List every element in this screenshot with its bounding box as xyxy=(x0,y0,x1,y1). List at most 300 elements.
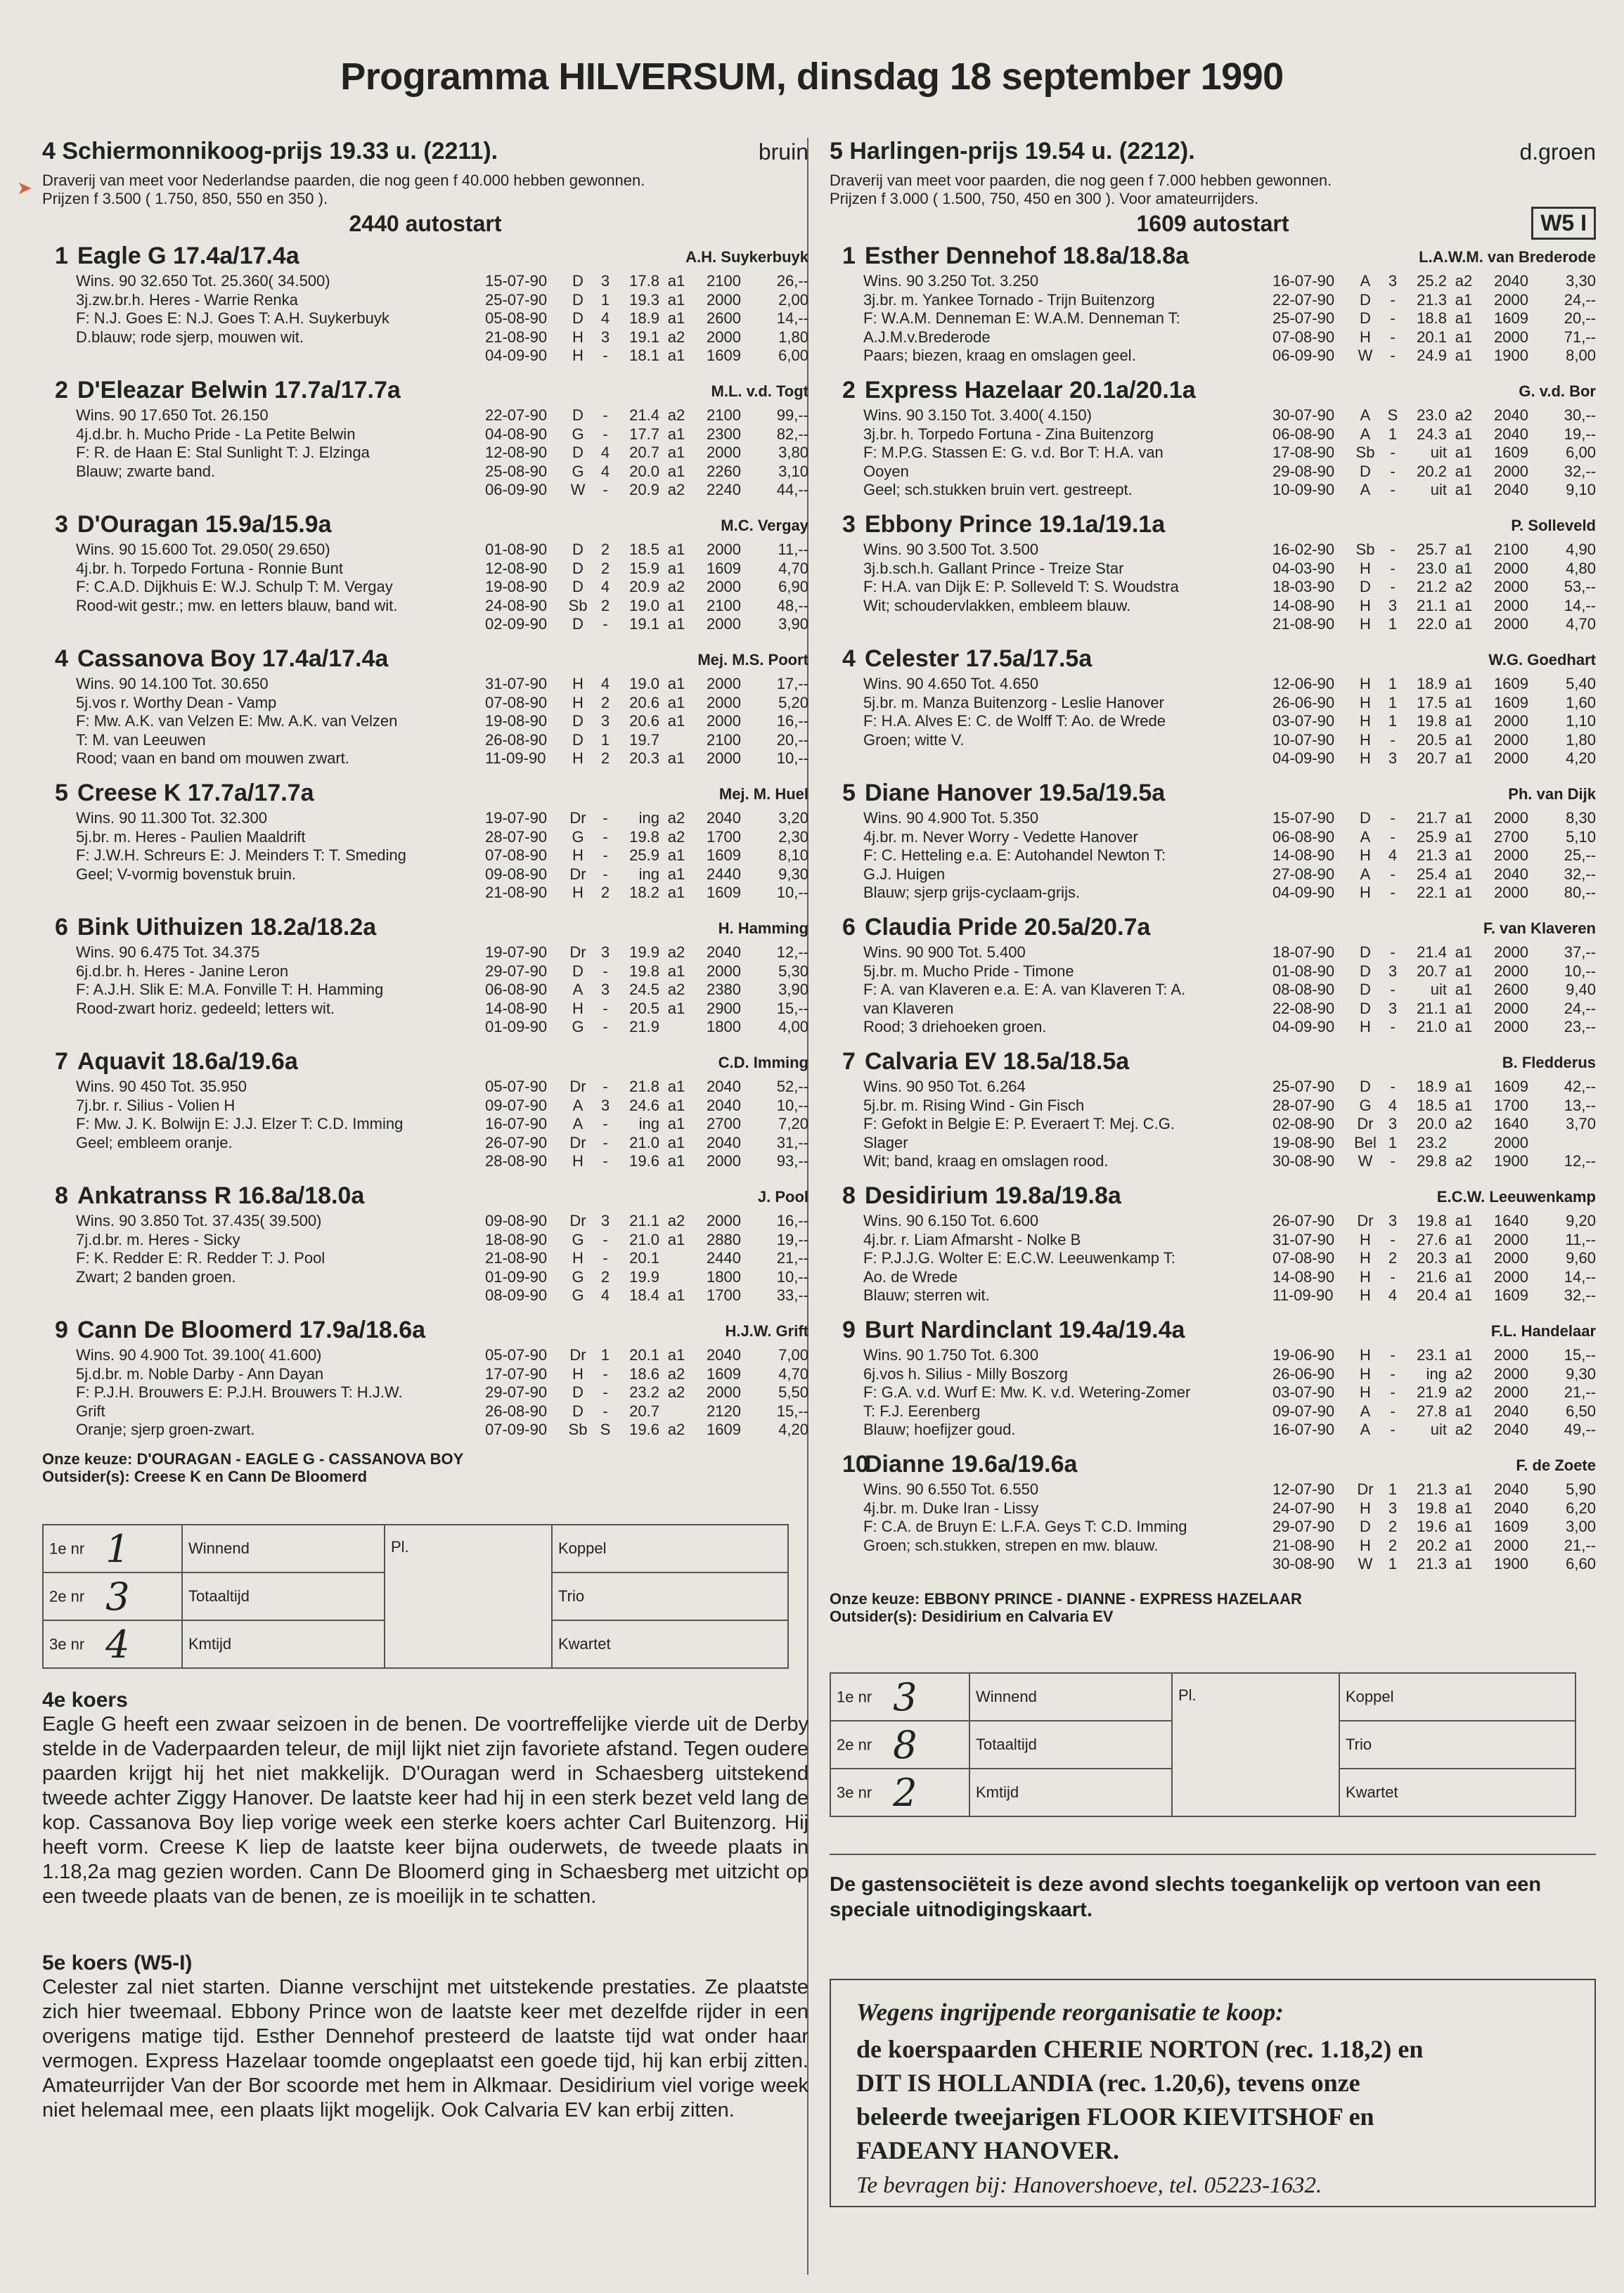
horse-entry xyxy=(830,1182,1596,1317)
run-cell: 2040 xyxy=(1494,272,1528,290)
run-cell: 14-08-90 xyxy=(1272,1267,1335,1286)
horse-info-line: 4j.br. m. Never Worry - Vedette Hanover xyxy=(863,827,1138,846)
horse-entry xyxy=(830,511,1596,645)
run-cell: - xyxy=(602,809,608,827)
run-cell: a1 xyxy=(1455,481,1473,498)
run-cell: - xyxy=(1390,462,1396,480)
horse-info-line: F: C.A. de Bruyn E: L.F.A. Geys T: C.D. Imming xyxy=(863,1518,1187,1535)
run-cell: 25.2 xyxy=(1417,272,1447,290)
run-cell: 3 xyxy=(1388,1115,1398,1132)
run-cell: H xyxy=(1360,559,1371,577)
horse-info-line: Zwart; 2 banden groen. xyxy=(76,1267,236,1286)
horse-trainer: B. Fledderus xyxy=(1502,1054,1596,1071)
horse-info-line: 7j.d.br. m. Heres - Sicky xyxy=(76,1230,240,1248)
horse-entry xyxy=(42,1182,808,1317)
horse-entry xyxy=(42,243,808,377)
horse-info xyxy=(863,406,1285,500)
run-cell: - xyxy=(1390,444,1396,461)
run-cell: 1609 xyxy=(707,559,741,577)
run-cell: 14-08-90 xyxy=(485,999,548,1017)
horse-info-line: Wins. 90 450 Tot. 35.950 xyxy=(76,1078,247,1095)
run-cell: 21,-- xyxy=(1564,1383,1596,1401)
run-cell: G xyxy=(572,1267,584,1286)
run-cell: 1900 xyxy=(1494,1555,1528,1572)
run-cell: 1 xyxy=(600,730,610,749)
horse-number: 3 xyxy=(842,511,856,538)
run-cell: 21.9 xyxy=(629,1018,659,1035)
run-cell: 1609 xyxy=(1494,1286,1528,1304)
horse-trainer: Ph. van Dijk xyxy=(1508,785,1596,803)
run-cell: 5,50 xyxy=(778,1383,808,1401)
run-cell: 08-09-90 xyxy=(485,1286,548,1304)
run-cell: 10,-- xyxy=(776,884,808,901)
run-row xyxy=(485,1018,808,1037)
run-cell: 1,80 xyxy=(1566,730,1596,749)
horse-info-line: Grift xyxy=(76,1402,105,1420)
run-row xyxy=(485,615,808,634)
run-cell: A xyxy=(1360,865,1371,883)
horse-number: 10 xyxy=(842,1451,869,1478)
run-cell: a1 xyxy=(667,1152,685,1170)
run-row xyxy=(485,981,808,1000)
run-cell: D xyxy=(1360,578,1371,595)
run-cell: 19.0 xyxy=(629,675,659,692)
run-cell: a2 xyxy=(667,1421,685,1438)
horse-number: 6 xyxy=(842,914,856,941)
run-cell: Sb xyxy=(1355,444,1375,461)
run-cell: 3,90 xyxy=(778,981,808,998)
run-cell: a1 xyxy=(667,712,685,730)
run-cell: 2880 xyxy=(707,1230,741,1248)
run-cell: 08-08-90 xyxy=(1272,981,1335,998)
run-cell: a2 xyxy=(667,809,685,827)
run-cell: 2040 xyxy=(707,809,741,827)
run-cell: 20.2 xyxy=(1417,462,1447,480)
horse-info-line: Wins. 90 3.850 Tot. 37.435( 39.500) xyxy=(76,1212,322,1229)
run-cell: 09-08-90 xyxy=(485,865,548,883)
run-cell: 21.6 xyxy=(1417,1267,1447,1286)
run-cell: 17-07-90 xyxy=(485,1364,548,1383)
run-row xyxy=(485,560,808,579)
run-cell: - xyxy=(602,1249,608,1267)
horse-entry xyxy=(42,1048,808,1182)
run-cell: D xyxy=(572,290,584,309)
horse-entry xyxy=(830,377,1596,511)
run-cell: 1 xyxy=(1388,693,1398,711)
run-row xyxy=(485,444,808,463)
run-cell: 4,80 xyxy=(1566,559,1596,577)
run-cell: 2240 xyxy=(707,481,741,498)
comment-title: 5e koers (W5-I) xyxy=(42,1951,193,1975)
run-cell: 02-08-90 xyxy=(1272,1115,1335,1132)
horse-name: Cann De Bloomerd 17.9a/18.6a xyxy=(77,1317,426,1343)
horse-number: 3 xyxy=(55,511,68,538)
run-cell: - xyxy=(602,1152,608,1170)
run-row xyxy=(485,1249,808,1268)
horse-info-line: 4j.d.br. h. Mucho Pride - La Petite Belwin xyxy=(76,425,356,443)
run-cell: 04-09-90 xyxy=(1272,1018,1335,1035)
horse-info-line: F: R. de Haan E: Stal Sunlight T: J. Elzinga xyxy=(76,444,370,461)
run-cell: A xyxy=(1360,1402,1371,1420)
run-cell: 1609 xyxy=(707,1421,741,1438)
run-cell: D xyxy=(572,272,584,290)
run-cell: Dr xyxy=(569,1133,586,1151)
run-cell: 1700 xyxy=(707,827,741,846)
horse-runs xyxy=(1272,1346,1596,1440)
horse-name: Ebbony Prince 19.1a/19.1a xyxy=(865,511,1166,538)
run-cell: 25-07-90 xyxy=(1272,1078,1335,1095)
run-cell: 2000 xyxy=(1494,1536,1528,1554)
run-cell: 4,20 xyxy=(778,1421,808,1438)
run-cell: 1609 xyxy=(707,846,741,864)
horse-info-line: Rood; 3 driehoeken groen. xyxy=(863,1018,1047,1035)
run-cell: A xyxy=(1360,827,1371,846)
run-cell: 2380 xyxy=(707,981,741,998)
run-cell: 29-07-90 xyxy=(485,962,548,980)
run-cell: 17.7 xyxy=(629,425,659,443)
run-cell: a1 xyxy=(1455,1536,1473,1554)
run-cell: Dr xyxy=(569,865,586,883)
w5-badge: W5 I xyxy=(1531,207,1596,240)
run-row xyxy=(1272,541,1596,560)
comment-text: Celester zal niet starten. Dianne verschijnt met uitstekende prestaties. Ze plaatste zich hier tweemaal. Ebbony Prince won de laatste keer met dezelfde rijder in een overigens matige tijd. Esther Dennehof presteerd de laatste tijd wat onder haar vermogen. Express Hazelaar toomde ongeplaatst een goede tijd, hij kan erbij zitten. Amateurrijder Van der Bor scoorde met hem in Alkmaar. Desidirium viel vorige week niet helemaal mee, een plaats lijkt mogelijk. Ook Calvaria EV kan erbij zitten. xyxy=(42,1976,808,2121)
horse-runs xyxy=(1272,406,1596,500)
run-cell: 2000 xyxy=(1494,1018,1528,1035)
run-cell: 1700 xyxy=(707,1286,741,1304)
run-cell: 18-07-90 xyxy=(1272,943,1335,961)
run-cell: a2 xyxy=(667,1212,685,1229)
our-choice: Onze keuze: EBBONY PRINCE - DIANNE - EXPRESS HAZELAAR xyxy=(830,1590,1302,1608)
horse-info-line: F: J.W.H. Schreurs E: J. Meinders T: T. Smeding xyxy=(76,846,406,864)
run-cell: 3 xyxy=(600,272,610,290)
run-cell: 2000 xyxy=(1494,1383,1528,1401)
run-cell: 93,-- xyxy=(776,1152,808,1170)
run-row xyxy=(485,694,808,713)
horse-info xyxy=(76,809,498,884)
run-cell: 10,-- xyxy=(776,1267,808,1286)
run-cell: A xyxy=(1360,406,1371,424)
run-cell: D xyxy=(1360,1078,1371,1095)
run-cell xyxy=(659,1402,693,1421)
run-cell: 21.1 xyxy=(1417,596,1447,614)
run-cell: 3 xyxy=(600,328,610,346)
run-cell: 48,-- xyxy=(776,596,808,614)
run-cell: 14-08-90 xyxy=(1272,596,1335,614)
horse-trainer: A.H. Suykerbuyk xyxy=(685,248,808,266)
run-cell: a1 xyxy=(1455,425,1473,443)
horse-trainer: J. Pool xyxy=(757,1188,808,1206)
run-cell: 16,-- xyxy=(776,1212,808,1229)
run-cell: 44,-- xyxy=(776,481,808,498)
horse-info-line: Ooyen xyxy=(863,462,909,480)
run-cell: a2 xyxy=(667,1364,685,1383)
run-row xyxy=(1272,406,1596,425)
run-cell: 6,00 xyxy=(1566,444,1596,461)
run-cell: 3 xyxy=(1388,1499,1398,1517)
run-row xyxy=(1272,463,1596,482)
run-row xyxy=(1272,846,1596,865)
run-row xyxy=(485,749,808,768)
run-row xyxy=(485,1078,808,1097)
run-cell: a1 xyxy=(1455,693,1473,711)
run-cell: a1 xyxy=(667,425,685,443)
run-row xyxy=(485,1421,808,1440)
horse-info-line: Wins. 90 6.150 Tot. 6.600 xyxy=(863,1212,1039,1229)
run-cell: 18.9 xyxy=(1417,1078,1447,1095)
run-cell: 2000 xyxy=(1494,1267,1528,1286)
run-row xyxy=(1272,1115,1596,1134)
horse-info-line: F: P.J.H. Brouwers E: P.J.H. Brouwers T: H.J.W. xyxy=(76,1383,403,1401)
run-cell: 19.7 xyxy=(629,730,659,749)
run-cell: 02-09-90 xyxy=(485,615,548,633)
run-cell: 1800 xyxy=(707,1018,741,1035)
horse-runs xyxy=(1272,1480,1596,1574)
run-cell: a1 xyxy=(667,884,685,901)
run-cell: 26-07-90 xyxy=(485,1133,548,1151)
run-cell: uit xyxy=(1430,981,1447,998)
run-row xyxy=(1272,809,1596,828)
run-row xyxy=(1272,1365,1596,1384)
run-row xyxy=(1272,675,1596,694)
run-cell: 20.6 xyxy=(629,693,659,711)
horse-number: 4 xyxy=(55,645,68,672)
run-cell: 23.2 xyxy=(629,1383,659,1401)
run-cell: Sb xyxy=(568,1421,588,1438)
run-cell: 3 xyxy=(1388,596,1398,614)
run-cell: 25.9 xyxy=(1417,827,1447,846)
run-cell: 22.0 xyxy=(1417,615,1447,633)
run-cell: H xyxy=(1360,846,1371,864)
run-cell: 20.9 xyxy=(629,578,659,595)
run-cell: 25,-- xyxy=(1564,846,1596,864)
handwritten-first: 1 xyxy=(105,1526,130,1571)
horse-info-line: F: N.J. Goes E: N.J. Goes T: A.H. Suykerbuyk xyxy=(76,309,389,327)
run-cell: 2000 xyxy=(1494,559,1528,577)
run-cell: 1640 xyxy=(1494,1115,1528,1132)
run-cell: 25.7 xyxy=(1417,541,1447,558)
run-cell: - xyxy=(602,425,608,443)
run-cell: D xyxy=(572,541,584,558)
run-cell: a1 xyxy=(1455,559,1473,577)
run-cell: H xyxy=(572,328,584,346)
run-cell: a1 xyxy=(667,749,685,767)
run-cell: 99,-- xyxy=(776,406,808,424)
run-cell: a2 xyxy=(1455,1115,1473,1132)
run-row xyxy=(1272,328,1596,347)
horse-info-line: F: Mw. J. K. Bolwijn E: J.J. Elzer T: C.D. Imming xyxy=(76,1115,404,1132)
run-cell: 2000 xyxy=(1494,615,1528,633)
run-cell: ing xyxy=(638,1115,659,1132)
horse-trainer: M.L. v.d. Togt xyxy=(711,382,808,400)
run-cell: 20.6 xyxy=(629,712,659,730)
run-cell: 20.5 xyxy=(629,999,659,1017)
race-name: 4 Schiermonnikoog-prijs 19.33 u. (2211). xyxy=(42,138,498,164)
run-cell: - xyxy=(1390,1421,1396,1438)
horse-trainer: E.C.W. Leeuwenkamp xyxy=(1436,1188,1596,1206)
result-first-cell xyxy=(43,1525,182,1572)
horse-number: 9 xyxy=(842,1317,856,1343)
horse-number: 5 xyxy=(55,780,68,806)
run-cell: H xyxy=(572,749,584,767)
run-cell: 20.2 xyxy=(1417,1536,1447,1554)
run-cell: 2040 xyxy=(1494,865,1528,883)
run-cell: 23.0 xyxy=(1417,406,1447,424)
horse-runs xyxy=(485,1078,808,1171)
run-row xyxy=(485,1152,808,1171)
run-cell: 3 xyxy=(600,712,610,730)
run-cell: 19.6 xyxy=(1417,1518,1447,1535)
run-cell: 19.1 xyxy=(629,615,659,633)
run-cell: D xyxy=(1360,1518,1371,1535)
horse-info xyxy=(863,1480,1285,1555)
horse-info-line: 3j.br. m. Yankee Tornado - Trijn Buitenzorg xyxy=(863,290,1155,309)
run-cell: a1 xyxy=(667,962,685,980)
run-cell: 2040 xyxy=(707,1346,741,1364)
run-cell: 9,20 xyxy=(1566,1212,1596,1229)
run-cell: 2000 xyxy=(1494,943,1528,961)
horse-info xyxy=(76,272,498,347)
pl-label: Pl. xyxy=(1172,1673,1339,1816)
run-row xyxy=(1272,1537,1596,1556)
run-cell: H xyxy=(572,675,584,692)
run-cell: - xyxy=(602,827,608,846)
run-cell: 2040 xyxy=(1494,1499,1528,1517)
run-cell: 1 xyxy=(1388,1480,1398,1498)
run-cell: 26-08-90 xyxy=(485,730,548,749)
horse-list xyxy=(830,243,1596,1585)
run-cell: 30-07-90 xyxy=(1272,406,1335,424)
run-cell: 3 xyxy=(1388,1212,1398,1229)
winnend-label: Winnend xyxy=(182,1525,385,1572)
run-cell: 17.5 xyxy=(1417,693,1447,711)
run-cell: H xyxy=(572,884,584,901)
run-cell: 2440 xyxy=(707,1249,741,1267)
run-cell: H xyxy=(1360,615,1371,633)
run-cell: 2 xyxy=(600,559,610,577)
ad-line: beleerde tweejarigen FLOOR KIEVITSHOF en xyxy=(856,2103,1374,2131)
horse-entry xyxy=(42,914,808,1048)
result-label: 1e nr xyxy=(837,1688,872,1705)
horse-entry xyxy=(830,914,1596,1048)
run-cell: 20.9 xyxy=(629,481,659,498)
run-cell: - xyxy=(1390,1402,1396,1420)
horse-info-line: Wins. 90 4.900 Tot. 5.350 xyxy=(863,809,1039,827)
horse-trainer: F. de Zoete xyxy=(1516,1456,1596,1474)
result-second-cell xyxy=(43,1572,182,1620)
run-cell: D xyxy=(572,559,584,577)
run-cell: 18.2 xyxy=(629,884,659,901)
run-cell: 12-08-90 xyxy=(485,559,548,577)
horse-info xyxy=(76,1212,498,1286)
horse-info-line: Rood-wit gestr.; mw. en letters blauw, band wit. xyxy=(76,596,398,614)
run-cell: a2 xyxy=(1455,1421,1473,1438)
run-cell: 1 xyxy=(1388,615,1398,633)
horse-trainer: F. van Klaveren xyxy=(1483,919,1596,937)
run-cell: 06-09-90 xyxy=(1272,347,1335,364)
run-cell: 2,00 xyxy=(778,290,808,309)
run-cell: 1900 xyxy=(1494,347,1528,364)
result-label: 2e nr xyxy=(49,1587,85,1605)
run-cell: 25-08-90 xyxy=(485,462,548,480)
horse-number: 9 xyxy=(55,1317,68,1343)
run-cell: 21.4 xyxy=(629,406,659,424)
run-cell: a1 xyxy=(667,846,685,864)
run-row xyxy=(485,1212,808,1231)
run-cell xyxy=(659,1249,693,1268)
run-cell: D xyxy=(572,962,584,980)
horse-info-line: 3j.br. h. Torpedo Fortuna - Zina Buitenzorg xyxy=(863,425,1154,443)
run-cell: H xyxy=(572,999,584,1017)
run-cell: 2000 xyxy=(707,290,741,309)
run-cell: 30,-- xyxy=(1564,406,1596,424)
horse-info-line: Paars; biezen, kraag en omslagen geel. xyxy=(863,347,1136,364)
run-cell: 31,-- xyxy=(776,1133,808,1151)
run-cell: - xyxy=(602,1230,608,1248)
run-cell: 20.3 xyxy=(1417,1249,1447,1267)
run-cell: a2 xyxy=(667,1383,685,1401)
run-cell: - xyxy=(1390,981,1396,998)
horse-entry xyxy=(830,243,1596,377)
race-distance xyxy=(830,211,1596,237)
run-cell: 27.8 xyxy=(1417,1402,1447,1420)
run-cell: 2000 xyxy=(707,578,741,595)
run-cell: 21.3 xyxy=(1417,846,1447,864)
horse-info-line: Wins. 90 6.475 Tot. 34.375 xyxy=(76,943,260,961)
result-label: 3e nr xyxy=(49,1635,85,1653)
run-cell: D xyxy=(1360,999,1371,1017)
run-cell: 4 xyxy=(1388,1096,1398,1114)
run-cell: a1 xyxy=(1455,827,1473,846)
run-cell: 7,00 xyxy=(778,1346,808,1364)
run-cell: 2000 xyxy=(1494,596,1528,614)
horse-list xyxy=(42,243,808,1451)
run-cell: 20.7 xyxy=(629,444,659,461)
run-row xyxy=(1272,1499,1596,1518)
run-cell: 07-08-90 xyxy=(485,693,548,711)
run-cell: 2040 xyxy=(707,1096,741,1114)
run-cell: 20.5 xyxy=(1417,730,1447,749)
run-cell: 4 xyxy=(600,444,610,461)
run-row xyxy=(485,1000,808,1019)
horse-name: Celester 17.5a/17.5a xyxy=(865,645,1093,672)
run-cell: - xyxy=(602,1364,608,1383)
run-cell: - xyxy=(602,481,608,498)
run-cell: 24.9 xyxy=(1417,347,1447,364)
run-cell: 2 xyxy=(600,1267,610,1286)
horse-info-line: 5j.vos r. Worthy Dean - Vamp xyxy=(76,693,277,711)
run-cell: W xyxy=(1358,347,1373,364)
run-row xyxy=(1272,1383,1596,1402)
run-cell: 1,80 xyxy=(778,328,808,346)
run-cell: 4 xyxy=(600,675,610,692)
run-cell: 2000 xyxy=(1494,999,1528,1017)
run-cell: A xyxy=(572,1115,584,1132)
horse-info-line: 5j.br. m. Heres - Paulien Maaldrift xyxy=(76,827,306,846)
run-cell: a1 xyxy=(1455,290,1473,309)
horse-info-line: 5j.br. m. Mucho Pride - Timone xyxy=(863,962,1074,980)
horse-info-line: Geel; V-vormig bovenstuk bruin. xyxy=(76,865,297,883)
run-cell: 17,-- xyxy=(776,675,808,692)
run-cell: 2000 xyxy=(1494,1133,1528,1151)
run-cell: 20.1 xyxy=(629,1346,659,1364)
run-cell: 19-08-90 xyxy=(485,712,548,730)
run-cell: D xyxy=(1360,290,1371,309)
run-cell: 18.5 xyxy=(629,541,659,558)
run-cell: a1 xyxy=(667,462,685,480)
run-cell: 20.4 xyxy=(1417,1286,1447,1304)
horse-runs xyxy=(485,1212,808,1305)
horse-number: 1 xyxy=(842,243,856,269)
